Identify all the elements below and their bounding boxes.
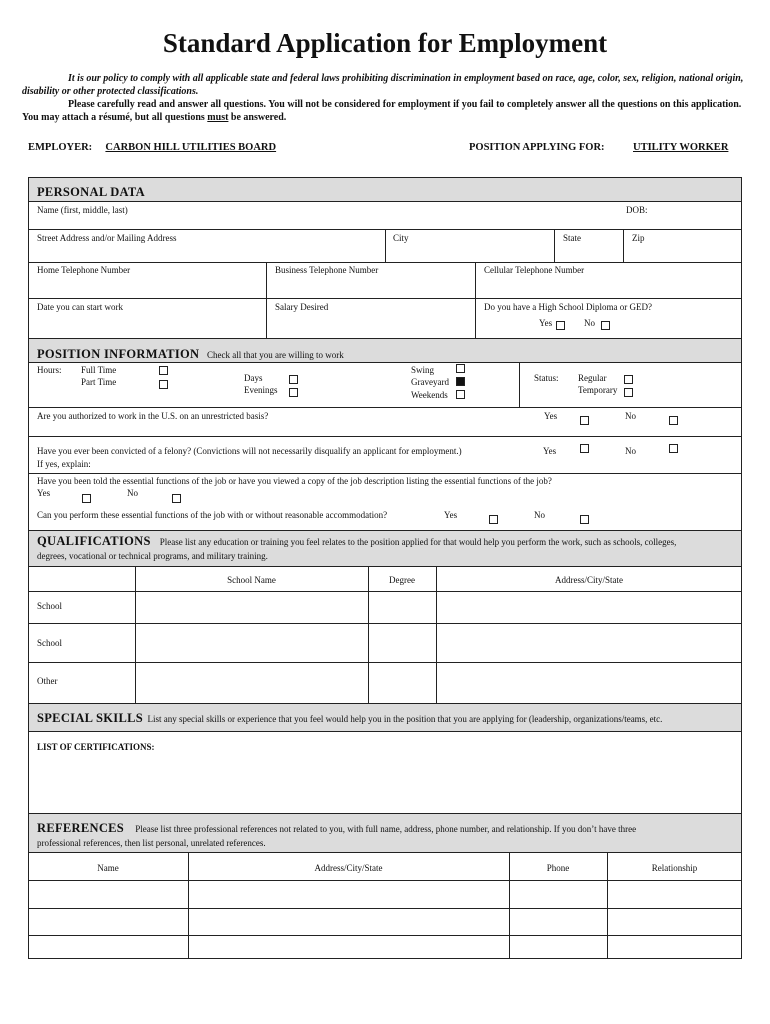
part-time-label: Part Time [81,377,117,387]
perform-question: Can you perform these essential functions of the job with or without reasonable accommodation? [37,510,388,520]
weekends-checkbox[interactable] [456,390,465,399]
start-date-label: Date you can start work [37,302,123,312]
status-label: Status: [534,373,559,383]
policy-text: It is our policy to comply with all applicable state and federal laws prohibiting discrimination in employment based on race, age, color, sex, religion, national origin, disability or other protected classifications. [22,73,744,97]
state-field-label: State [563,233,581,243]
functions-question: Have you been told the essential functions of the job or have you viewed a copy of the job description listing the essential functions of the job? [37,476,552,486]
position-info-heading: POSITION INFORMATION [37,347,200,361]
evenings-checkbox[interactable] [289,388,298,397]
degree-col-header: Degree [389,575,415,585]
employer-label: EMPLOYER: [28,142,93,153]
address-col-header: Address/City/State [555,575,623,585]
special-skills-desc: List any special skills or experience that you feel would help you in the position that you are applying for (leadership, organizations/teams, etc. [147,714,663,724]
full-time-label: Full Time [81,365,117,375]
school-name-col-header: School Name [227,575,276,585]
position-applying-value: UTILITY WORKER [633,142,729,153]
days-label: Days [244,373,263,383]
cell-phone-label: Cellular Telephone Number [484,265,585,275]
diploma-yes-label: Yes [539,318,553,328]
skills-header [37,713,737,725]
city-field-label: City [393,233,409,243]
authorized-yes-label: Yes [544,411,558,421]
felony-no-label: No [625,446,636,456]
perform-no-label: No [534,510,545,520]
ref-relationship-col-header: Relationship [651,863,698,873]
dob-field-label: DOB: [626,205,648,215]
certifications-label: LIST OF CERTIFICATIONS: [37,742,155,752]
felony-yes-checkbox[interactable] [580,444,589,453]
authorized-question: Are you authorized to work in the U.S. on an unrestricted basis? [37,411,269,421]
perform-no-checkbox[interactable] [580,515,589,524]
regular-label: Regular [578,373,607,383]
functions-no-label: No [127,488,138,498]
regular-checkbox[interactable] [624,375,633,384]
felony-question: Have you ever been convicted of a felony? (Convictions will not necessarily disqualify an applicant for employment.) [37,446,462,456]
references-desc-2: professional references, then list personal, unrelated references. [37,838,266,848]
position-info-subheading: Check all that you are willing to work [207,350,344,360]
authorized-no-checkbox[interactable] [669,416,678,425]
intro-text [22,72,748,124]
references-header [37,823,737,835]
employer-value: CARBON HILL UTILITIES BOARD [105,142,277,153]
evenings-label: Evenings [244,385,278,395]
diploma-yes-checkbox[interactable] [556,321,565,330]
functions-yes-label: Yes [37,488,51,498]
salary-label: Salary Desired [275,302,329,312]
graveyard-checkbox[interactable] [456,377,465,386]
employer-row [28,142,740,153]
weekends-label: Weekends [411,390,448,400]
qualifications-desc-2: degrees, vocational or technical programs, and military training. [37,551,268,561]
instructions-text: Please carefully read and answer all questions. You will not be considered for employment if you fail to completely answer all the questions on this application. You may attach a résumé, but all questions [22,99,742,123]
diploma-no-label: No [584,318,595,328]
instructions-end: be answered. [228,112,287,123]
qualifications-heading: QUALIFICATIONS [37,534,151,548]
street-field-label: Street Address and/or Mailing Address [37,233,177,243]
part-time-checkbox[interactable] [159,380,168,389]
ref-phone-col-header: Phone [546,863,570,873]
certifications-input[interactable] [29,756,741,811]
business-phone-label: Business Telephone Number [275,265,379,275]
diploma-no-checkbox[interactable] [601,321,610,330]
full-time-checkbox[interactable] [159,366,168,375]
qualifications-desc: Please list any education or training you feel relates to the position applied for that would help you perform the work, such as schools, colleges, [159,537,677,547]
hours-label: Hours: [37,365,62,375]
qualifications-header [37,536,737,548]
perform-yes-label: Yes [444,510,458,520]
position-applying-label: POSITION APPLYING FOR: [469,142,605,153]
felony-explain-label: If yes, explain: [37,459,91,469]
temporary-label: Temporary [578,385,618,395]
page-title: Standard Application for Employment [162,28,608,58]
felony-yes-label: Yes [543,446,557,456]
swing-checkbox[interactable] [456,364,465,373]
name-input[interactable] [29,214,741,229]
references-desc: Please list three professional references not related to you, with full name, address, phone number, and relationship. If you don’t have three [135,824,637,834]
qual-row-label: Other [37,676,58,686]
temporary-checkbox[interactable] [624,388,633,397]
swing-label: Swing [411,365,435,375]
diploma-question: Do you have a High School Diploma or GED? [484,302,652,312]
special-skills-heading: SPECIAL SKILLS [37,711,143,725]
graveyard-label: Graveyard [411,377,449,387]
references-heading: REFERENCES [37,821,125,835]
qual-row-label: School [37,601,63,611]
perform-yes-checkbox[interactable] [489,515,498,524]
functions-yes-checkbox[interactable] [82,494,91,503]
authorized-no-label: No [625,411,636,421]
zip-field-label: Zip [632,233,645,243]
felony-no-checkbox[interactable] [669,444,678,453]
functions-no-checkbox[interactable] [172,494,181,503]
name-field-label: Name (first, middle, last) [37,205,128,215]
instructions-must: must [207,112,229,123]
ref-name-col-header: Name [97,863,119,873]
days-checkbox[interactable] [289,375,298,384]
ref-address-col-header: Address/City/State [314,863,383,873]
authorized-yes-checkbox[interactable] [580,416,589,425]
home-phone-label: Home Telephone Number [37,265,131,275]
qual-row-label: School [37,638,63,648]
personal-data-heading: PERSONAL DATA [37,185,145,199]
